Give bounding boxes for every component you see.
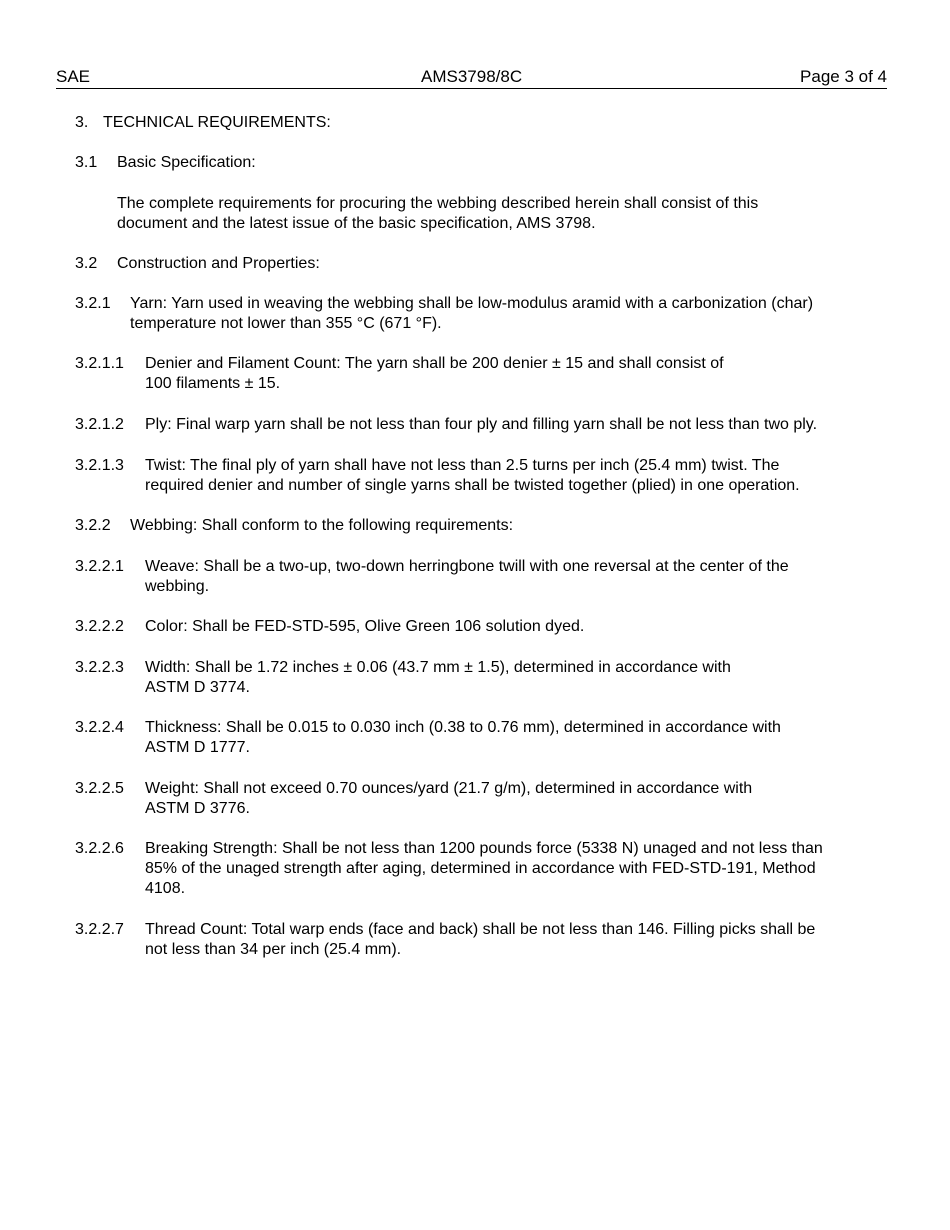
section-body: Webbing: Shall conform to the following requirements: bbox=[130, 517, 514, 534]
section-body: Weave: Shall be a two-up, two-down herringbone twill with one reversal at the center of the webbing. bbox=[145, 558, 789, 595]
section-body: Twist: The final ply of yarn shall have not less than 2.5 turns per inch (25.4 mm) twist. The required denier and number of single yarns shall be twisted together (plied) in one operation. bbox=[145, 457, 800, 494]
section-number: 3.2 bbox=[75, 255, 98, 272]
section-number: 3.2.2.2 bbox=[75, 618, 124, 635]
section-3-2-2-7 bbox=[75, 920, 885, 960]
section-3-2-2-6 bbox=[75, 839, 885, 899]
section-number: 3.2.2.6 bbox=[75, 840, 124, 857]
section-body: Denier and Filament Count: The yarn shall be 200 denier ± 15 and shall consist of 100 filaments ± 15. bbox=[145, 355, 724, 392]
section-title: Construction and Properties: bbox=[117, 255, 320, 272]
section-number: 3.1 bbox=[75, 154, 98, 171]
section-body: Thickness: Shall be 0.015 to 0.030 inch (0.38 to 0.76 mm), determined in accordance with ASTM D 1777. bbox=[145, 719, 781, 756]
section-number: 3. bbox=[75, 114, 89, 131]
section-3-2-heading bbox=[75, 254, 875, 274]
section-body: Width: Shall be 1.72 inches ± 0.06 (43.7 mm ± 1.5), determined in accordance with ASTM D 3774. bbox=[145, 659, 731, 696]
section-3-2-1-3 bbox=[75, 456, 885, 496]
section-3-2-2-5 bbox=[75, 779, 885, 819]
page-header bbox=[56, 66, 887, 89]
section-body: Breaking Strength: Shall be not less than 1200 pounds force (5338 N) unaged and not less than 85% of the unaged strength after aging, determined in accordance with FED-STD-191, Method 4108. bbox=[145, 840, 823, 897]
section-number: 3.2.1.3 bbox=[75, 457, 124, 474]
section-body: Thread Count: Total warp ends (face and back) shall be not less than 146. Filling picks shall be not less than 34 per inch (25.4 mm). bbox=[145, 921, 816, 958]
section-3-heading bbox=[75, 113, 875, 133]
section-3-2-2-2 bbox=[75, 617, 885, 637]
section-body: Color: Shall be FED-STD-595, Olive Green 106 solution dyed. bbox=[145, 618, 585, 635]
section-3-2-1-1 bbox=[75, 354, 885, 394]
section-title: TECHNICAL REQUIREMENTS: bbox=[103, 114, 331, 131]
header-page-number: Page 3 of 4 bbox=[800, 67, 887, 86]
section-number: 3.2.2 bbox=[75, 517, 111, 534]
section-3-2-2-3 bbox=[75, 658, 885, 698]
section-3-1-body bbox=[117, 194, 897, 234]
section-body: The complete requirements for procuring the webbing described herein shall consist of this document and the latest issue of the basic specification, AMS 3798. bbox=[117, 195, 759, 232]
section-body: Yarn: Yarn used in weaving the webbing shall be low-modulus aramid with a carbonization (char) temperature not lower than 355 °C (671 °F). bbox=[130, 295, 814, 332]
section-3-2-2-4 bbox=[75, 718, 885, 758]
section-3-1-heading bbox=[75, 153, 875, 173]
section-3-2-1-2 bbox=[75, 415, 885, 435]
section-body: Weight: Shall not exceed 0.70 ounces/yard (21.7 g/m), determined in accordance with ASTM D 3776. bbox=[145, 780, 753, 817]
section-number: 3.2.1 bbox=[75, 295, 111, 312]
section-number: 3.2.2.3 bbox=[75, 659, 124, 676]
section-number: 3.2.2.1 bbox=[75, 558, 124, 575]
section-number: 3.2.2.5 bbox=[75, 780, 124, 797]
section-number: 3.2.2.7 bbox=[75, 921, 124, 938]
section-number: 3.2.1.2 bbox=[75, 416, 124, 433]
section-3-2-2-1 bbox=[75, 557, 885, 597]
section-3-2-2 bbox=[75, 516, 875, 536]
section-body: Ply: Final warp yarn shall be not less than four ply and filling yarn shall be not less than two ply. bbox=[145, 416, 818, 433]
section-title: Basic Specification: bbox=[117, 154, 256, 171]
section-number: 3.2.2.4 bbox=[75, 719, 124, 736]
header-org: SAE bbox=[56, 67, 91, 86]
section-3-2-1 bbox=[75, 294, 875, 334]
section-number: 3.2.1.1 bbox=[75, 355, 124, 372]
header-doc-number: AMS3798/8C bbox=[421, 67, 523, 86]
